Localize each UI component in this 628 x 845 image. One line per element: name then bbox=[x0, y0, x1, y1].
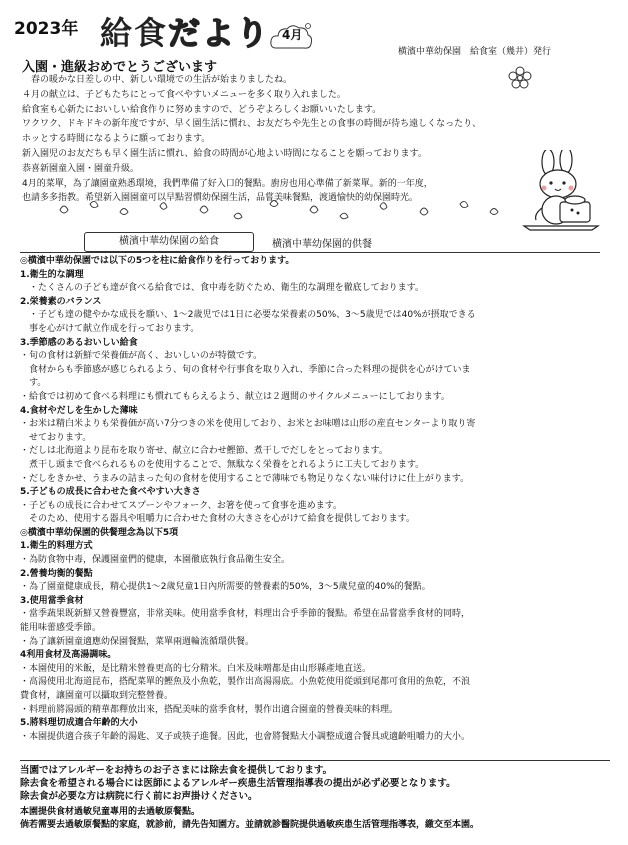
meal-policy-text bbox=[20, 255, 610, 744]
newsletter-year: 2023年 bbox=[14, 19, 79, 39]
section-heading: 5.子どもの成長に合わせた食べやすい大きさ bbox=[20, 487, 201, 498]
section-heading: 4利用食材及高湯調味。 bbox=[20, 650, 117, 661]
body-line: ・だしは北海道より昆布を取り寄せ、献立に合わせ鰹節、煮干しでだしをとっております。 bbox=[20, 446, 388, 457]
notice-line: 除去食が必要な方は病院に行く前にお声掛けください。 bbox=[20, 791, 258, 802]
intro-line: 給食室も心新たにおいしい給食作りに努めますので、どうぞよろしくお願いいたします。 bbox=[22, 104, 382, 115]
body-line: ・子どもの成長に合わせてスプーンやフォーク、お箸を使って食事を進めます。 bbox=[20, 500, 343, 511]
body-line: 事を心がけて献立作成を行っております。 bbox=[20, 323, 200, 334]
footer-line: 倘若需要去過敏原餐點的家庭，就診前，請先告知園方。並請就診醫院提供過敏疾患生活管理指導表，繳交至本園。 bbox=[20, 820, 480, 830]
tab-zh-meals: 横濱中華幼保園的供餐 bbox=[272, 239, 372, 250]
petal-border bbox=[20, 196, 520, 222]
body-line: ・たくさんの子ども達が食べる給食では、食中毒を防ぐため、衛生的な調理を徹底しております。 bbox=[20, 283, 424, 294]
section-heading: 3.使用當季食材 bbox=[20, 595, 84, 606]
body-line: ・子ども達の健やかな成長を願い、1～2歳児では1日に必要な栄養素の50%、3～5歳児では40%が摂取できる bbox=[20, 310, 476, 321]
body-line: す。 bbox=[20, 378, 47, 389]
section-divider bbox=[20, 252, 600, 253]
body-line: ・本園提供適合孩子年齡的湯匙、叉子或筷子進餐。因此，也會將餐點大小調整成適合餐具或適齡咀嚼力的大小。 bbox=[20, 731, 471, 742]
body-line: ・為防食物中毒，保護園童們的健康，本園徹底執行食品衛生安全。 bbox=[20, 555, 291, 566]
footer-line: 本園提供食材過敏兒童專用的去過敏原餐點。 bbox=[20, 807, 201, 817]
body-line: ・お米は精白米よりも栄養価が高い7分つきの米を使用しており、お米とお味噌は山形の産直センターより取り寄 bbox=[20, 419, 476, 430]
month-badge bbox=[268, 20, 314, 54]
publisher: 横濱中華幼保園 給食室（幾井）発行 bbox=[398, 47, 552, 57]
body-line: ・高湯使用北海道昆布，搭配菜單的鰹魚及小魚乾，製作出高湯湯底。小魚乾使用從頭到尾都可食用的魚乾，不浪 bbox=[20, 677, 471, 688]
intro-line: ワクワク、ドキドキの新年度ですが、早く園生活に慣れ、お友だちや先生との食事の時間が待ち遠しくなったり、 bbox=[22, 119, 482, 130]
section-heading: ◎横濱中華幼保園では以下の5つを柱に給食作りを行っております。 bbox=[20, 256, 295, 266]
body-line: ・料理前將湯頭的精華都釋放出來，搭配美味的當季食材，製作出適合園童的營養美味的料理。 bbox=[20, 704, 399, 715]
allergy-notice-zh bbox=[20, 806, 620, 832]
body-line: そのため、使用する器具や咀嚼力に合わせた食材の大きさを心がけて給食を提供しております。 bbox=[20, 514, 415, 525]
bunny-eating-illustration bbox=[520, 150, 600, 232]
section-heading: 2.營養均衡的餐點 bbox=[20, 568, 93, 579]
section-heading: 1.衛生的な調理 bbox=[20, 269, 84, 280]
body-line: ・だしをきかせ、うまみの詰まった旬の食材を使用することで薄味でも物足りなくない味付けに仕上がります。 bbox=[20, 473, 470, 484]
title-outline: だより bbox=[168, 14, 271, 52]
allergy-notice-jp bbox=[20, 760, 610, 803]
newsletter-title bbox=[100, 8, 270, 54]
section-heading: 2.栄養素のバランス bbox=[20, 296, 102, 307]
intro-line: 恭喜新園童入園・園童升級。 bbox=[22, 163, 140, 174]
body-line: ・為了園童健康成長，精心提供1～2歲兒童1日內所需要的營養素的50%，3～5歲兒童的40%的餐點。 bbox=[20, 582, 431, 593]
notice-line: 除去食を希望される場合には医師によるアレルギー疾患生活管理指導表の提出が必ず必要となります。 bbox=[20, 778, 456, 789]
body-line: ・本園使用的米飯，是比精米營養更高的七分精米。白米及味噌都是由山形縣產地直送。 bbox=[20, 663, 372, 674]
intro-line: 春の暖かな日差しの中、新しい環境での生活が始まりましたね。 bbox=[22, 75, 293, 85]
body-line: ・為了讓新園童適應幼保園餐點，菜單兩週輪流循環供餐。 bbox=[20, 636, 255, 647]
section-heading: ◎横濱中華幼保園的供餐理念為以下5項 bbox=[20, 527, 179, 538]
notice-line: 当園ではアレルギーをお持ちのお子さまには除去食を提供しております。 bbox=[20, 765, 333, 776]
title-main: 給食 bbox=[100, 14, 169, 52]
month-label: 4月 bbox=[282, 28, 303, 42]
intro-line: ４月の献立は、子どもたちにとって食べやすいメニューを多く取り入れました。 bbox=[22, 89, 346, 100]
greeting-heading: 入園・進級おめでとうございます bbox=[22, 60, 218, 75]
body-line: 食材からも季節感が感じられるよう、旬の食材や行事食を取り入れ、季節に合った料理の提供を心がけていま bbox=[20, 364, 471, 375]
intro-line: 4月的菜單，為了讓園童熟悉環境，我們準備了好入口的餐點。廚房也用心準備了新菜單。新的一年度， bbox=[22, 178, 433, 189]
body-line: 能用味蕾感受季節。 bbox=[20, 623, 102, 634]
body-line: ・旬の食材は新鮮で栄養価が高く、おいしいのが特徴です。 bbox=[20, 351, 263, 362]
intro-line: 也請多多指教。希望新入園園童可以早點習慣幼保園生活，品嘗美味餐點，渡過愉快的幼保園時光。 bbox=[22, 193, 419, 204]
body-line: ・當季蔬果既新鮮又營養豐富，非常美味。使用當季食材，料理出合乎季節的餐點。希望在品嘗當季食材的同時， bbox=[20, 609, 471, 620]
body-line: ・給食では初めて食べる料理にも慣れてもらえるよう、献立は２週間のサイクルメニューにしております。 bbox=[20, 391, 450, 402]
intro-line: 新入園児のお友だちも早く園生活に慣れ、給食の時間が心地よい時間になることを願っております。 bbox=[22, 148, 427, 159]
section-heading: 3.季節感のあるおいしい給食 bbox=[20, 337, 138, 348]
section-heading: 4.食材やだしを生かした薄味 bbox=[20, 405, 138, 416]
section-heading: 1.衛生的料理方式 bbox=[20, 541, 93, 552]
intro-line: ホッとする時間になるように願っております。 bbox=[22, 134, 211, 145]
flower-icon bbox=[508, 66, 532, 90]
body-line: せております。 bbox=[20, 432, 92, 443]
tab-jp-meals: 横濱中華幼保園の給食 bbox=[84, 232, 254, 252]
intro-text bbox=[22, 73, 542, 206]
body-line: 煮干し頭まで食べられるものを使用することで、無駄なく栄養をとれるように工夫しております。 bbox=[20, 459, 425, 470]
body-line: 費食材，讓園童可以攝取到完整營養。 bbox=[20, 691, 174, 701]
section-heading: 5.將料理切成適合年齡的大小 bbox=[20, 718, 138, 729]
